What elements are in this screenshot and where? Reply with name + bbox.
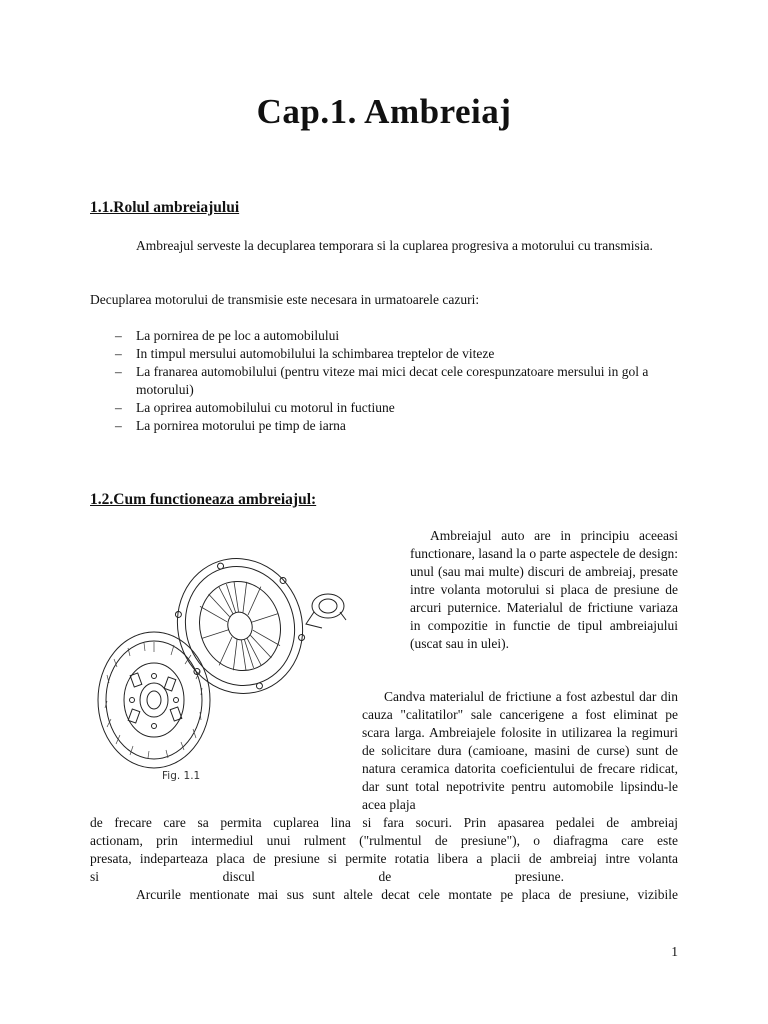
functionare-paragraph-1: Ambreiajul auto are in principiu aceeasi functionare, lasand la o parte aspectele de design: unul (sau mai multe) discuri de ambreiaj, presate intre volanta motorului si placa de presiune de arcuri puternice. Materialul de frictiune variaza in compozitie in functie de tipul ambreiajului (uscat sau in ulei). — [410, 528, 678, 651]
text-line: de frecare care sa permita cuplarea lina si fara socuri. Prin apasarea pedalei de ambreiaj — [90, 815, 678, 830]
text-line: actionam, prin intermediul unui rulment ("rulmentul de presiune"), o diafragma care este — [90, 833, 678, 848]
figure-caption: Fig. 1.1 — [162, 770, 201, 782]
dash-icon: – — [115, 328, 122, 343]
list-item: – La franarea automobilului (pentru viteze mai mici decat cele corespunzatoare mersului in gol a motorului) — [115, 364, 649, 397]
text-line: Arcurile mentionate mai sus sunt altele decat cele montate pe placa de presiune, vizibile — [136, 887, 678, 902]
list-item: – La oprirea automobilului cu motorul in fuctiune — [115, 400, 395, 415]
list-item: – La pornirea motorului pe timp de iarna — [115, 418, 346, 433]
section-heading-functionare: 1.2.Cum functioneaza ambreiajul: — [90, 491, 317, 508]
dash-icon: – — [115, 400, 122, 415]
page-number: 1 — [671, 944, 678, 959]
cases-list — [90, 327, 678, 435]
functionare-continuation — [90, 814, 678, 904]
wide-spaced-line: si discul de presiune. — [90, 869, 564, 884]
list-item: – In timpul mersului automobilului la schimbarea treptelor de viteze — [115, 346, 495, 361]
cases-intro: Decuplarea motorului de transmisie este necesara in urmatoarele cazuri: — [90, 292, 480, 307]
text-line — [90, 868, 678, 886]
page-title: Cap.1. Ambreiaj — [256, 92, 512, 131]
list-item: – La pornirea de pe loc a automobilului — [115, 328, 340, 343]
functionare-paragraph-2: Candva materialul de frictiune a fost azbestul dar din cauza "calitatilor" sale cancerigene a fost eliminat pe scara larga. Ambreiajele folosite in utilizarea la regimuri de solicitare dura (camioane, masini de curse) sunt de natura ceramica datorita coeficientului de frecare ridicat, dar sunt total nepotrivite pentru automobile lipsindu-le acea plaja — [362, 689, 678, 812]
dash-icon: – — [115, 346, 122, 361]
dash-icon: – — [115, 364, 122, 379]
dash-icon: – — [115, 418, 122, 433]
clutch-illustration — [92, 548, 350, 794]
intro-paragraph: Ambreajul serveste la decuplarea temporara si la cuplarea progresiva a motorului cu transmisia. — [136, 238, 653, 253]
clutch-figure — [92, 548, 350, 794]
section-heading-rolul: 1.1.Rolul ambreiajului — [90, 199, 240, 216]
text-line: presata, indeparteaza placa de presiune si permite rotatia libera a placii de ambreiaj intre volanta — [90, 851, 678, 866]
